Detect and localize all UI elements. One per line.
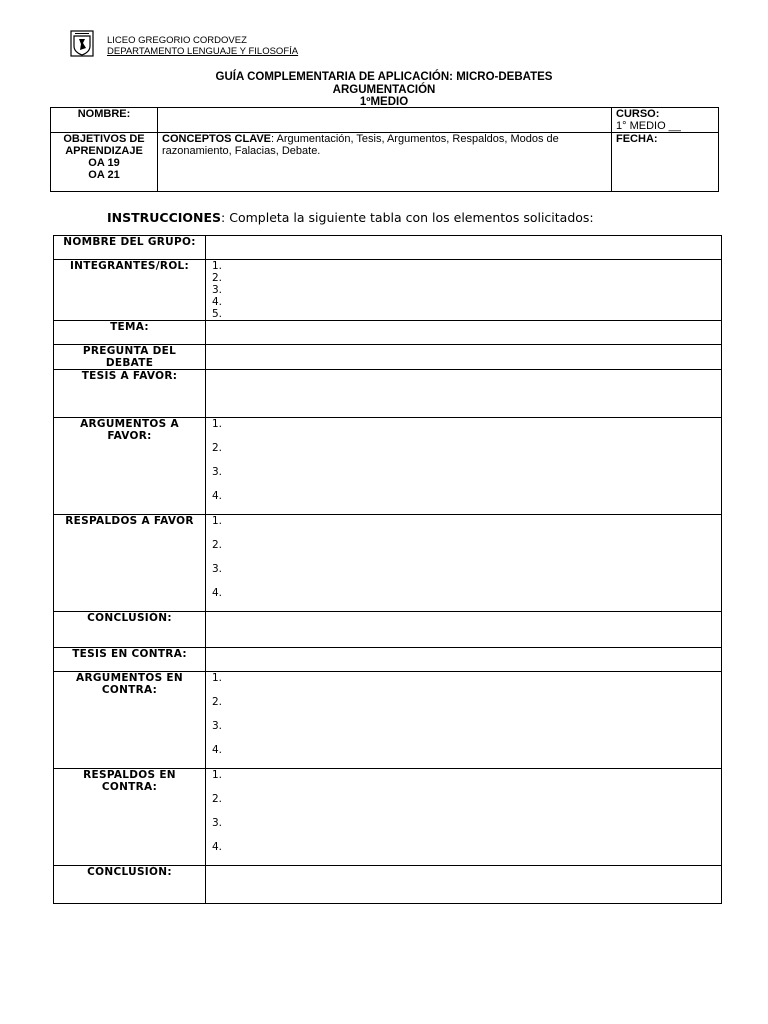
- list-item: 4.: [212, 841, 223, 853]
- school-header: [107, 35, 298, 57]
- school-name: LICEO GREGORIO CORDOVEZ: [107, 35, 247, 46]
- list-item: 1.: [212, 769, 223, 781]
- conclusion-favor-field[interactable]: [206, 612, 722, 648]
- list-item: 3.: [212, 563, 223, 575]
- pregunta-label: PREGUNTA DEL DEBATE: [54, 345, 206, 370]
- nombre-grupo-field[interactable]: [206, 236, 722, 260]
- nombre-label: NOMBRE:: [51, 108, 158, 133]
- tesis-contra-label: TESIS EN CONTRA:: [54, 648, 206, 672]
- fecha-label: FECHA:: [616, 133, 658, 145]
- respaldos-favor-label: RESPALDOS A FAVOR: [54, 515, 206, 612]
- list-item: 2.: [212, 272, 223, 284]
- list-item: 3.: [212, 817, 223, 829]
- conclusion-favor-label: CONCLUSIÓN:: [54, 612, 206, 648]
- title-line-3: 1ºMEDIO: [359, 96, 409, 108]
- respaldos-favor-field[interactable]: [206, 515, 722, 612]
- respaldos-contra-field[interactable]: [206, 769, 722, 866]
- tesis-favor-field[interactable]: [206, 370, 722, 418]
- conclusion-contra-field[interactable]: [206, 866, 722, 904]
- instructions: [107, 210, 594, 225]
- list-item: 3.: [212, 720, 223, 732]
- tema-field[interactable]: [206, 321, 722, 345]
- tema-label: TEMA:: [54, 321, 206, 345]
- list-item: 4.: [212, 296, 223, 308]
- list-item: 1.: [212, 418, 223, 430]
- objetivos-cell: [51, 133, 158, 192]
- conceptos-cell: [158, 133, 612, 192]
- curso-label: CURSO:: [616, 108, 660, 120]
- conceptos-value: : Argumentación, Tesis, Argumentos, Respaldos, Modos de razonamiento, Falacias, Debate.: [162, 133, 559, 157]
- instructions-label: INSTRUCCIONES: [107, 210, 222, 225]
- integrantes-label: INTEGRANTES/ROL:: [54, 260, 206, 321]
- conclusion-contra-label: CONCLUSIÓN:: [54, 866, 206, 904]
- list-item: 1.: [212, 515, 223, 527]
- curso-value: 1° MEDIO __: [616, 120, 681, 132]
- list-item: 3.: [212, 466, 223, 478]
- list-item: 2.: [212, 539, 223, 551]
- title-line-1: GUÍA COMPLEMENTARIA DE APLICACIÓN: MICRO-DEBATES: [215, 71, 553, 83]
- list-item: 2.: [212, 793, 223, 805]
- nombre-field[interactable]: [158, 108, 612, 133]
- list-item: 2.: [212, 696, 223, 708]
- list-item: 1.: [212, 260, 223, 272]
- list-item: 2.: [212, 442, 223, 454]
- list-item: 3.: [212, 284, 223, 296]
- fecha-cell[interactable]: [612, 133, 719, 192]
- respaldos-contra-label: RESPALDOS EN CONTRA:: [54, 769, 206, 866]
- curso-cell[interactable]: [612, 108, 719, 133]
- objetivos-label: OBJETIVOS DE APRENDIZAJE: [63, 133, 145, 157]
- argumentos-contra-field[interactable]: [206, 672, 722, 769]
- nombre-grupo-label: NOMBRE DEL GRUPO:: [54, 236, 206, 260]
- list-item: 5.: [212, 308, 223, 320]
- list-item: 4.: [212, 744, 223, 756]
- instructions-text: : Completa la siguiente tabla con los elementos solicitados:: [221, 210, 594, 225]
- pregunta-field[interactable]: [206, 345, 722, 370]
- argumentos-favor-field[interactable]: [206, 418, 722, 515]
- document-title: [0, 71, 768, 109]
- oa-21: OA 21: [88, 169, 120, 181]
- school-crest-icon: [70, 30, 94, 57]
- argumentos-favor-label: ARGUMENTOS A FAVOR:: [54, 418, 206, 515]
- tesis-contra-field[interactable]: [206, 648, 722, 672]
- tesis-favor-label: TESIS A FAVOR:: [54, 370, 206, 418]
- list-item: 4.: [212, 490, 223, 502]
- department-name: DEPARTAMENTO LENGUAJE Y FILOSOFÍA: [107, 46, 299, 57]
- conceptos-label: CONCEPTOS CLAVE: [162, 133, 271, 145]
- group-table: [53, 235, 722, 904]
- info-table: [50, 107, 719, 192]
- argumentos-contra-label: ARGUMENTOS EN CONTRA:: [54, 672, 206, 769]
- list-item: 4.: [212, 587, 223, 599]
- title-line-2: ARGUMENTACIÓN: [332, 83, 436, 96]
- oa-19: OA 19: [88, 157, 120, 169]
- integrantes-field[interactable]: [206, 260, 722, 321]
- list-item: 1.: [212, 672, 223, 684]
